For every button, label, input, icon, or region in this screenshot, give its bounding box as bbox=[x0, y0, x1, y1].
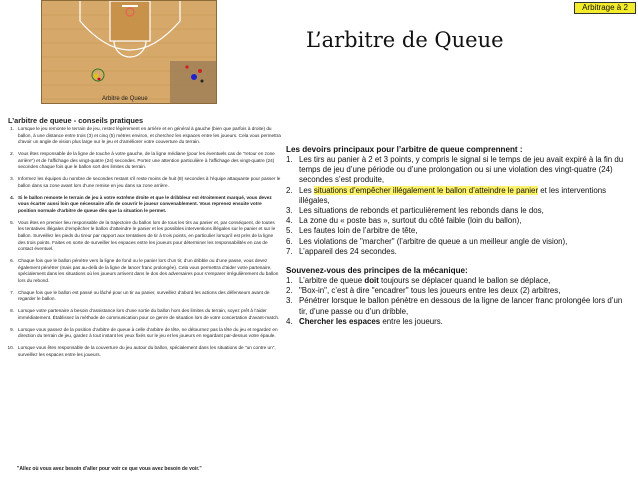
mechanics-heading: Souvenez-vous des principes de la mécanique: bbox=[286, 266, 468, 276]
list-item: 1. L’arbitre de queue doit toujours se déplacer quand le ballon se déplace, bbox=[286, 276, 551, 286]
list-item: 4. La zone du « poste bas », surtout du côté faible (loin du ballon), bbox=[286, 216, 522, 226]
list-item: 2. Les situations d’empêcher illégalement le ballon d’atteindre le panier et les interventions illégales, bbox=[286, 185, 607, 205]
mechanics-list bbox=[286, 276, 630, 327]
duties-heading: Les devoirs principaux pour l’arbitre de queue comprennent : bbox=[286, 145, 523, 154]
list-item: 2. Vous êtes responsable de la ligne de touche à votre gauche, de la ligne médiane (pour les éventuels cas de "retour en zone arrière") et de l’affichage des vingt-quatre (24) secondes. Portez une attention particulière à l’affichage des vingt-quatre (24) secondes chaque fois que le ballon sort des limites du terrain. bbox=[10, 151, 275, 170]
list-item: 6. Chaque fois que le ballon pénètre vers la ligne de fond ou le panier lors d’un tir, d’un dribble ou d’une passe, vous devez également pénétrer (mais pas au-delà de la ligne de lancer franc prolongée). Cela vous permettra d’aider votre partenaire, spécialement dans les situations où les joueurs arrivent dans le dos des adversaires pour s’emparer irrégulièrement du ballon lors du rebond. bbox=[10, 257, 279, 283]
duties-list bbox=[286, 155, 630, 257]
list-item: 6. Les violations de "marcher" (l’arbitre de queue a un meilleur angle de vision), bbox=[286, 236, 568, 246]
list-item: 2. "Box-in", c’est à dire "encadrer'' tous les joueurs entre les deux (2) arbitres, bbox=[286, 286, 561, 296]
player-icon bbox=[191, 74, 197, 80]
left-quote: "Allez où vous avez besoin d’aller pour voir ce que vous avez besoin de voir." bbox=[17, 466, 202, 472]
list-item: 7. Chaque fois que le ballon est passé ou lâché pour un tir au panier, surveillez d’abord les actions des défenseurs avant de regarder le ballon. bbox=[10, 289, 270, 302]
section-badge: Arbitrage à 2 bbox=[574, 2, 636, 14]
diagram-label: Arbitre de Queue bbox=[102, 96, 148, 102]
list-item: 5. Les fautes loin de l’arbitre de tête, bbox=[286, 226, 418, 236]
tips-list bbox=[1, 126, 281, 364]
highlight: situations d’empêcher illégalement le ballon d’atteindre le panier bbox=[313, 185, 539, 195]
list-item: 10. Lorsque vous êtes responsable de la couverture du jeu autour du ballon, spécialement dans les situations de "un contre un", surveillez les espaces entre les joueurs. bbox=[7, 345, 276, 357]
list-item: 3. Informez les équipes du nombre de secondes restant s’il reste moins de huit (8) secondes à l’équipe attaquante pour passer le ballon dans sa zone avant lors d’une remise en jeu dans sa zone arrière. bbox=[10, 176, 281, 188]
list-item: 4. Si le ballon remonte le terrain de jeu à votre extrême droite et que le dribbleur est étroitement marqué, vous devez vous écarter aussi loin que nécessaire afin de couvrir le joueur convenablement. Vous reprenez ensuite votre position normale d’arbitre de queue dès que la situation le permet. bbox=[10, 194, 272, 213]
left-heading: L’arbitre de queue - conseils pratiques bbox=[8, 116, 144, 125]
list-item: 8. Lorsque votre partenaire a besoin d’assistance lors d’une sortie du ballon hors des limites du terrain, soyez prêt à l’aider immédiatement. Établissez la méthode de communication pour ce genre de situation lors de votre concertation d’avant-match. bbox=[10, 308, 280, 320]
list-item: 5. Vous êtes en premier lieu responsable de la trajectoire du ballon lors de tous les tirs au panier et, par conséquent, de toutes les tentatives illégales d’empêcher le ballon d’atteindre le panier et les possibles interventions illégales sur le panier et sur le ballon. Surveillez les pieds du tireur par rapport aux tentatives de tir à trois points, en particulier lorsqu’il est près de la ligne des trois points. Faites en sorte de surveiller les espaces entre les joueurs pour déterminer les responsabilités en cas de contact éventuel. bbox=[10, 219, 276, 252]
list-item: 3. Les situations de rebonds et particulièrement les rebonds dans le dos, bbox=[286, 206, 544, 216]
court-lines bbox=[42, 1, 217, 104]
list-item: 3. Pénétrer lorsque le ballon pénètre en dessous de la ligne de lancer franc prolongée lors d’un tir, d’une passe ou d’un dribble, bbox=[286, 296, 623, 316]
page-title: L’arbitre de Queue bbox=[306, 28, 504, 52]
list-item: 4. Chercher les espaces entre les joueurs. bbox=[286, 316, 443, 326]
list-item: 1. Lorsque le jeu remonte le terrain de jeu, restez légèrement en arrière et en général à gauche (bien que parfois à droite) du ballon, à une distance entre trois (3) et cinq (5) mètres environ, et cherchez les espaces entre les joueurs. Cela vous permettra d’avoir un angle de vision plus large sur le jeu et d’améliorer votre couverture du terrain. bbox=[10, 126, 281, 145]
list-item: 9. Lorsque vous passez de la position d’arbitre de queue à celle d’arbitre de tête, ne détournez pas la tête du jeu et regardez en direction du terrain de jeu, gardez à tout instant les yeux fixés sur le jeu et les joueurs en regardant par-dessus votre épaule. bbox=[10, 326, 278, 339]
court-diagram bbox=[41, 0, 217, 104]
right-column bbox=[286, 145, 630, 327]
list-item: 1. Les tirs au panier à 2 et 3 points, y compris le signal si le temps de jeu avait expiré à la fin du temps de jeu d’une période ou d’une prolongation ou si une violation des vingt-quatre (24) secondes s’est produite, bbox=[286, 155, 624, 185]
list-item: 7. L’appareil des 24 secondes. bbox=[286, 246, 397, 256]
